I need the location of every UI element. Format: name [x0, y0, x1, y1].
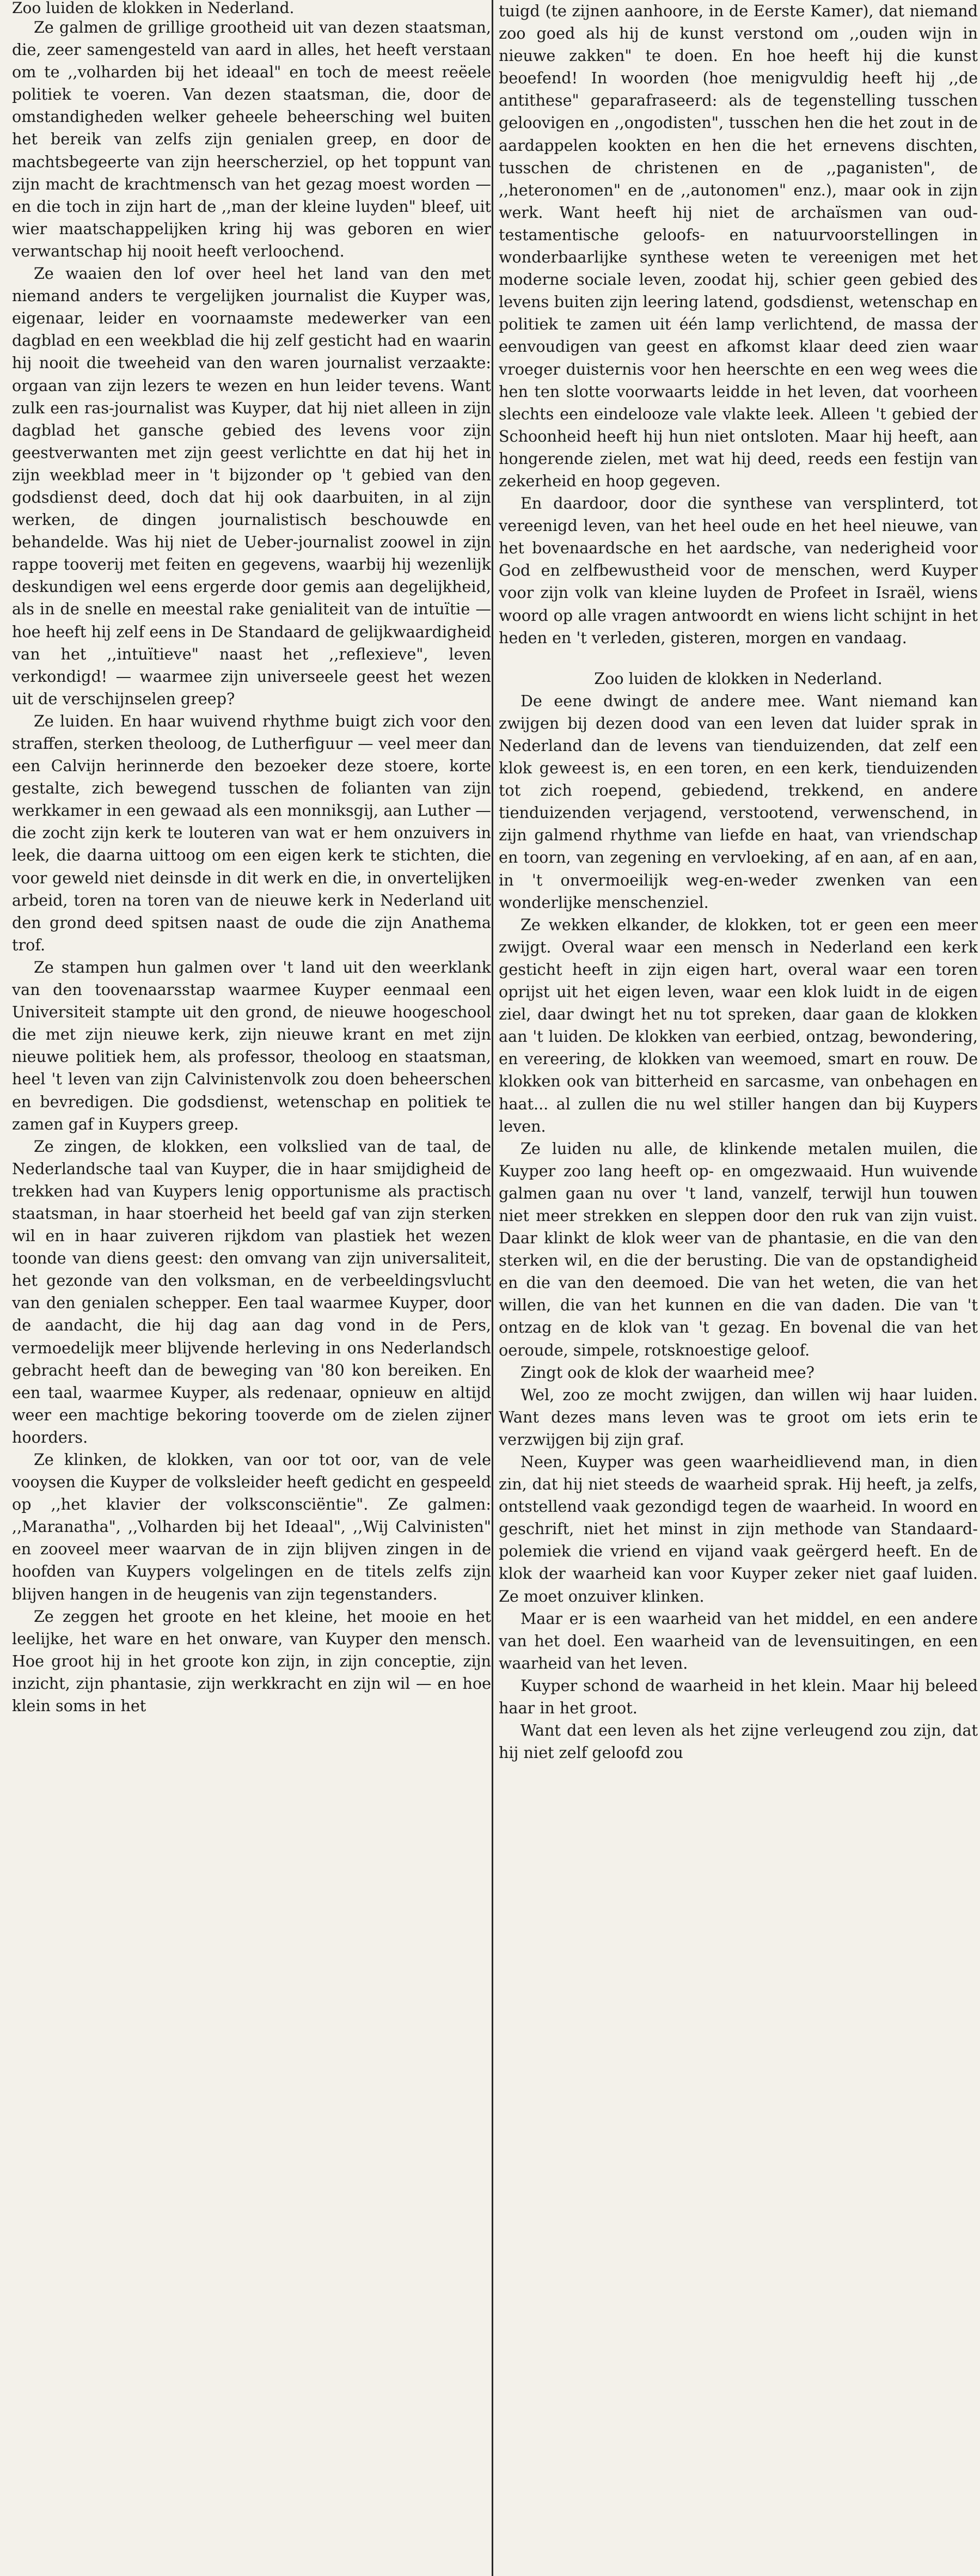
section-gap: [499, 649, 978, 668]
column-divider: [492, 0, 493, 2576]
paragraph-we-ring: Wel, zoo ze mocht zwijgen, dan willen wij haar luiden. Want dezes mans leven was te groot om iets erin te verzwijgen bij zijn graf.: [499, 1385, 978, 1449]
paragraph-university: Ze stampen hun galmen over 't land uit den weerklank van den toovenaarsstap waarmee Kuyper eenmaal een Universiteit stampte uit den grond, de nieuwe hoogeschool die met zijn nieuwe kerk, zijn nieuwe krant en met zijn nieuwe politiek hem, als professor, theoloog en staatsman, heel 't leven van zijn Calvinistenvolk zou doen beheerschen en bevredigen. Die godsdienst, wetenschap en politiek te zamen gaf in Kuypers greep.: [12, 957, 491, 1133]
paragraph-the-man: Ze zeggen het groote en het kleine, het mooie en het leelijke, het ware en het onware, van Kuyper den mensch. Hoe groot hij in het groote kon zijn, in zijn conceptie, zijn inzicht, zijn phantasie, zijn werkkracht en zijn wil — en hoe klein soms in het: [12, 1607, 491, 1716]
paragraph-songs: Ze klinken, de klokken, van oor tot oor, van de vele vooysen die Kuyper de volksleider heeft gedicht en gespeeld op ,,het klavier der volksconsciëntie". Ze galmen: ,,Maranatha", ,,Volharden bij het Ideaal", ,,Wij Calvinisten" en zooveel meer waarvan de in zijn blijven zingen in de hoofden van Kuypers volgelingen en de titels zelfs zijn blijven hangen in de heugenis van zijn tegenstanders.: [12, 1450, 491, 1603]
paragraph-journalist: Ze waaien den lof over heel het land van den met niemand anders te vergelijken journalist die Kuyper was, eigenaar, leider en voornaamste medewerker van een dagblad en een weekblad die hij zelf gesticht had en waarin hij nooit die tweeheid van den waren journalist verzaakte: orgaan van zijn lezers te wezen en hun leider tevens. Want zulk een ras-journalist was Kuyper, dat hij niet alleen in zijn dagblad het gansche gebied des levens voor zijn geestverwanten met zijn geest verlichtte en dat hij het in zijn weekblad meer in 't bijzonder op 't gebied van den godsdienst deed, doch dat hij ook daarbuiten, in al zijn werken, de dingen journalistisch beschouwde en behandelde. Was hij niet de Ueber-journalist zoowel in zijn rappe tooverij met feiten en gegevens, waarbij hij wezenlijk deskundigen wel eens ergerde door gemis aan degelijkheid, als in de snelle en meestal rake genialiteit van de intuïtie — hoe heeft hij zelf eens in De Standaard de gelijkwaardigheid van het ,,intuïtieve" naast het ,,reflexieve", leven verkondigd! — waarmee zijn universeele geest het wezen uit de verschijnselen greep?: [12, 264, 491, 708]
paragraph-metal-mouths: Ze luiden nu alle, de klinkende metalen muilen, die Kuyper zoo lang heeft op- en omgezwaaid. Hun wuivende galmen gaan nu over 't land, vanzelf, terwijl hun touwen niet meer strekken en sleppen door den ruk van zijn vuist. Daar klinkt de klok weer van de phantasie, en die van den sterken wil, en die der berusting. Die van de opstandigheid en die van den deemoed. Die van het weten, die van het willen, die van het kunnen en die van daden. Die van 't ontzag en de klok van 't gezag. En bovenal die van het oeroude, simpele, rotsknoestige geloof.: [499, 1139, 978, 1359]
left-column: [12, 0, 491, 2576]
paragraph-theologian: Ze luiden. En haar wuivend rhythme buigt zich voor den straffen, sterken theoloog, de Lutherfiguur — veel meer dan een Calvijn herinnerde den bezoeker deze stoere, korte gestalte, zich bewegend tusschen de folianten van zijn werkkamer in een gewaad als een monniksgij, aan Luther — die zocht zijn kerk te louteren van wat er hem onzuivers in leek, die daarna uittoog om een eigen kerk te stichten, die voor geweld niet deinsde in dit werk en die, in onvertelijken arbeid, toren na toren van de nieuwe kerk in Nederland uit den grond deed spitsen naast de oude die zijn Anathema trof.: [12, 711, 491, 954]
paragraph-wake: Ze wekken elkander, de klokken, tot er geen een meer zwijgt. Overal waar een mensch in Nederland een kerk gesticht heeft in zijn eigen hart, overal waar een toren oprijst uit het eigen leven, waar een klok luidt in de eigen ziel, daar dwingt het nu tot spreken, daar gaan de klokken aan 't luiden. De klokken van eerbied, ontzag, bewondering, en vereering, de klokken van weemoed, smart en rouw. De klokken ook van bitterheid en sarcasme, van onbehagen en haat... al zullen die nu wel stiller hangen dan bij Kuypers leven.: [499, 915, 978, 1136]
paragraph-means-and-end: Maar er is een waarheid van het middel, en een andere van het doel. Een waarheid van de levensuitingen, en een waarheid van het leven.: [499, 1609, 978, 1672]
paragraph-language: Ze zingen, de klokken, een volkslied van de taal, de Nederlandsche taal van Kuyper, die in haar smijdigheid de trekken had van Kuypers lenig opportunisme als practisch staatsman, in haar stoerheid het beeld gaf van zijn sterken wil en in haar zuiveren rijkdom van plastiek het wezen toonde van diens geest: den omvang van zijn universaliteit, het gezonde van den volksman, en de verbeeldingsvlucht van den genialen schepper. Een taal waarmee Kuyper, door de aandacht, die hij dag aan dag vond in de Pers, vermoedelijk meer blijvende herleving in ons Nederlandsch gebracht heeft dan de beweging van '80 kon bereiken. En een taal, waarmee Kuyper, als redenaar, opnieuw en altijd weer een machtige bekoring tooverde om de zielen zijner hoorders.: [12, 1137, 491, 1446]
paragraph-no-silence: De eene dwingt de andere mee. Want niemand kan zwijgen bij dezen dood van een leven dat luider sprak in Nederland dan de levens van tienduizenden, dat zelf een klok geweest is, en een toren, en een kerk, tienduizenden tot zich roepend, gebiedend, trekkend, en andere tienduizenden verjagend, verstootend, verwenschend, in zijn galmend rhythme van liefde en haat, van vriendschap en toorn, van zegening en vervloeking, af en aan, af en aan, in 't onvermoeilijk weg-en-weder zwenken van een wonderlijke menschenziel.: [499, 691, 978, 912]
right-column: [499, 0, 978, 2576]
paragraph-small-and-large: Kuyper schond de waarheid in het klein. Maar hij beleed haar in het groot.: [499, 1676, 978, 1718]
cut-off-top-line: Zoo luiden de klokken in Nederland.: [12, 0, 295, 16]
paragraph-statesman: Ze galmen de grillige grootheid uit van dezen staatsman, die, zeer samengesteld van aard in alles, het heeft verstaan om te ,,volharden bij het ideaal" en toch de meest reëele politiek te voeren. Van dezen staatsman, die, door de omstandigheden welker geheele beheersching wel buiten het bereik van zelfs zijn genialen greep, en door de machtsbegeerte van zijn heerscherziel, op het toppunt van zijn macht de krachtmensch van het gezag moest worden — en die toch in zijn hart de ,,man der kleine luyden" bleef, uit wier maatschappelijken kring hij was geboren en wier verwantschap hij nooit heeft verloochend.: [12, 18, 491, 260]
section-heading: Zoo luiden de klokken in Nederland.: [594, 669, 883, 688]
paragraph-old-wine: tuigd (te zijnen aanhoore, in de Eerste Kamer), dat niemand zoo goed als hij de kunst verstond om ,,ouden wijn in nieuwe zakken" te doen. En hoe heeft hij die kunst beoefend! In woorden (hoe menigvuldig heeft hij ,,de antithese" geparafraseerd: als de tegenstelling tusschen geloovigen en ,,ongodisten", tusschen hen die het zout in de aardappelen kookten en hen die het ernevens dischten, tusschen de christenen en de ,,paganisten", de ,,heteronomen" en de ,,autonomen" enz.), maar ook in zijn werk. Want heeft hij niet de archaïsmen van oud-testamentische geloofs- en natuurvoorstellingen in wonderbaarlijke synthese weten te vereenigen met het moderne sociale leven, zoodat hij, schier geen gebied des levens buiten zijn leering latend, godsdienst, wetenschap en politiek te zamen uit één lamp verlichtend, de massa der eenvoudigen van geest en afkomst klaar deed zien waar vroeger duisternis voor hen heerschte en een weg wees die hen ten slotte voorwaarts leidde in het leven, dat voorheen slechts een eindelooze vale vlakte leek. Alleen 't gebied der Schoonheid heeft hij hun niet ontsloten. Maar hij heeft, aan hongerende zielen, met wat hij deed, reeds een festijn van zekerheid en hoop gegeven.: [499, 2, 978, 490]
paragraph-bell-of-truth: Zingt ook de klok der waarheid mee?: [520, 1363, 814, 1382]
paragraph-not-truthful: Neen, Kuyper was geen waarheidlievend man, in dien zin, dat hij niet steeds de waarheid sprak. Hij heeft, ja zelfs, ontstellend vaak gezondigd tegen de waarheid. In woord en geschrift, niet het minst in zijn methode van Standaard-polemiek die vriend en vijand vaak geërgerd heeft. En de klok der waarheid kan voor Kuyper zeker niet gaaf luiden. Ze moet onzuiver klinken.: [499, 1452, 978, 1606]
paragraph-conclusion-fragment: Want dat een leven als het zijne verleugend zou zijn, dat hij niet zelf geloofd zou: [499, 1721, 978, 1762]
paragraph-prophet: En daardoor, door die synthese van versplinterd, tot vereenigd leven, van het heel oude en het heel nieuwe, van het bovenaardsche en het aardsche, van nederigheid voor God en zelfbewustheid voor de menschen, werd Kuyper voor zijn volk van kleine luyden de Profeet in Israël, wiens woord op alle vragen antwoordt en wiens licht schijnt in het heden en 't verleden, gisteren, morgen en vandaag.: [499, 494, 978, 647]
